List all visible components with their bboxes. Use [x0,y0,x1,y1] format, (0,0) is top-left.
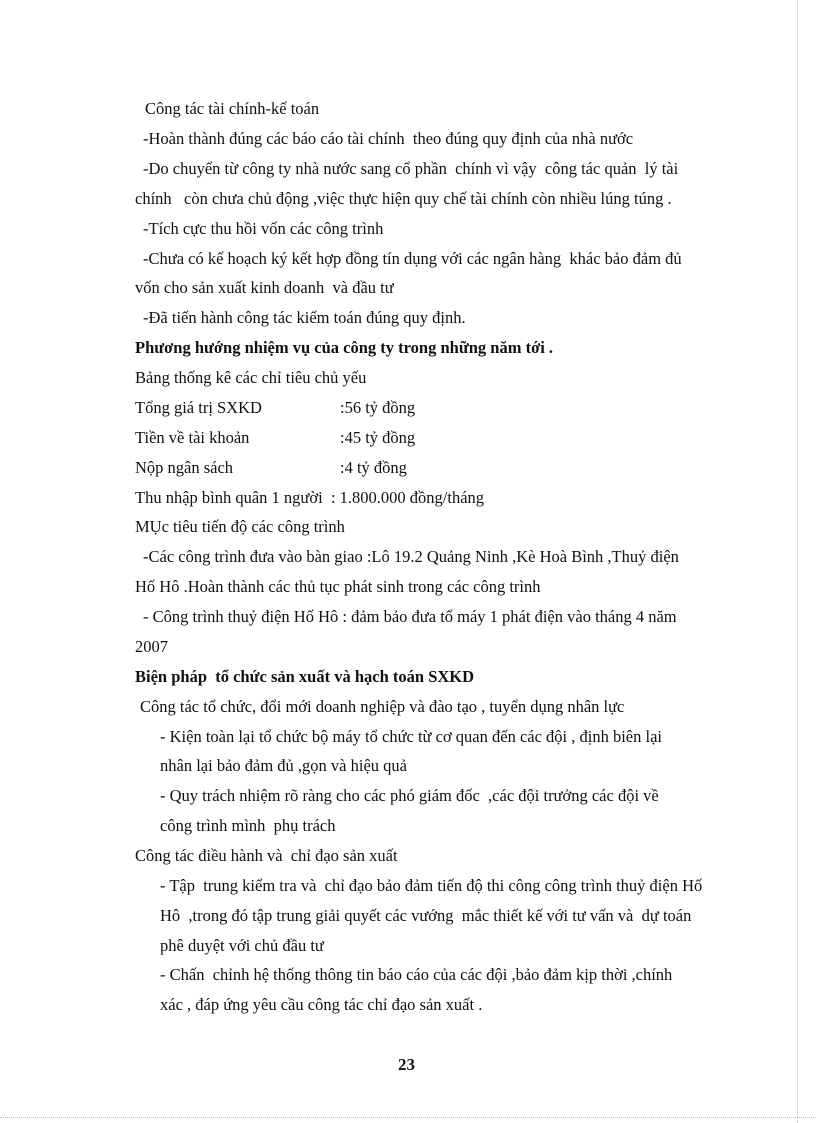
text-line: Hố Hô .Hoàn thành các thủ tục phát sinh trong các công trình [135,577,541,596]
text-line: xác , đáp ứng yêu cầu công tác chỉ đạo sản xuất . [160,995,483,1014]
text-line: - Kiện toàn lại tổ chức bộ máy tổ chức từ cơ quan đến các đội , định biên lại [160,727,662,746]
text-line: - Quy trách nhiệm rõ ràng cho các phó giám đốc ,các đội trưởng các đội về [160,786,659,805]
section-heading: Phương hướng nhiệm vụ của công ty trong những năm tới . [135,338,554,357]
text-line: Thu nhập bình quân 1 người : 1.800.000 đồng/tháng [135,488,485,507]
text-line: chính còn chưa chủ động ,việc thực hiện quy chế tài chính còn nhiều lúng túng . [135,189,672,208]
text-line: nhân lại bảo đảm đủ ,gọn và hiệu quả [160,756,407,775]
section-heading: Biện pháp tổ chức sản xuất và hạch toán SXKD [135,667,475,686]
text-line: Công tác điều hành và chỉ đạo sản xuất [135,846,398,865]
stat-value: :56 tỷ đồng [340,398,416,417]
text-line: - Chấn chỉnh hệ thống thông tin báo cáo của các đội ,bảo đảm kịp thời ,chính [160,965,673,984]
text-line: -Các công trình đưa vào bàn giao :Lô 19.2 Quảng Ninh ,Kè Hoà Bình ,Thuỷ điện [143,547,679,566]
text-line: -Chưa có kế hoạch ký kết hợp đồng tín dụng với các ngân hàng khác bảo đảm đủ [143,249,682,268]
text-line: vốn cho sản xuất kinh doanh và đầu tư [135,278,394,297]
page-number: 23 [398,1055,415,1074]
text-line: -Do chuyển từ công ty nhà nước sang cổ phần chính vì vậy công tác quản lý tài [143,159,679,178]
stat-value: :45 tỷ đồng [340,428,416,447]
text-line: Công tác tổ chức, đổi mới doanh nghiệp và đào tạo , tuyển dụng nhân lực [140,697,625,716]
text-line: công trình mình phụ trách [160,816,336,835]
text-line: Hô ,trong đó tập trung giải quyết các vướng mắc thiết kế với tư vấn và dự toán [160,906,692,925]
stat-value: :4 tỷ đồng [340,458,407,477]
text-line: -Tích cực thu hồi vốn các công trình [143,219,384,238]
text-line: Công tác tài chính-kế toán [145,99,320,118]
stat-label: Nộp ngân sách [135,458,234,477]
text-line: phê duyệt với chủ đầu tư [160,936,324,955]
stat-label: Tổng giá trị SXKD [135,398,262,417]
page-border-bottom [0,1117,816,1118]
page-border-right [797,0,798,1123]
text-line: Bảng thống kê các chỉ tiêu chủ yếu [135,368,367,387]
text-line: MỤc tiêu tiến độ các công trình [135,517,345,536]
text-line: -Hoàn thành đúng các báo cáo tài chính theo đúng quy định của nhà nước [143,129,634,148]
text-line: - Công trình thuỷ điện Hố Hô : đảm bảo đưa tổ máy 1 phát điện vào tháng 4 năm [143,607,677,626]
text-line: - Tập trung kiểm tra và chỉ đạo bảo đảm tiến độ thi công công trình thuỷ điện Hố [160,876,703,895]
stat-label: Tiền về tài khoản [135,428,250,447]
text-line: 2007 [135,637,168,656]
text-line: -Đã tiến hành công tác kiểm toán đúng quy định. [143,308,466,327]
